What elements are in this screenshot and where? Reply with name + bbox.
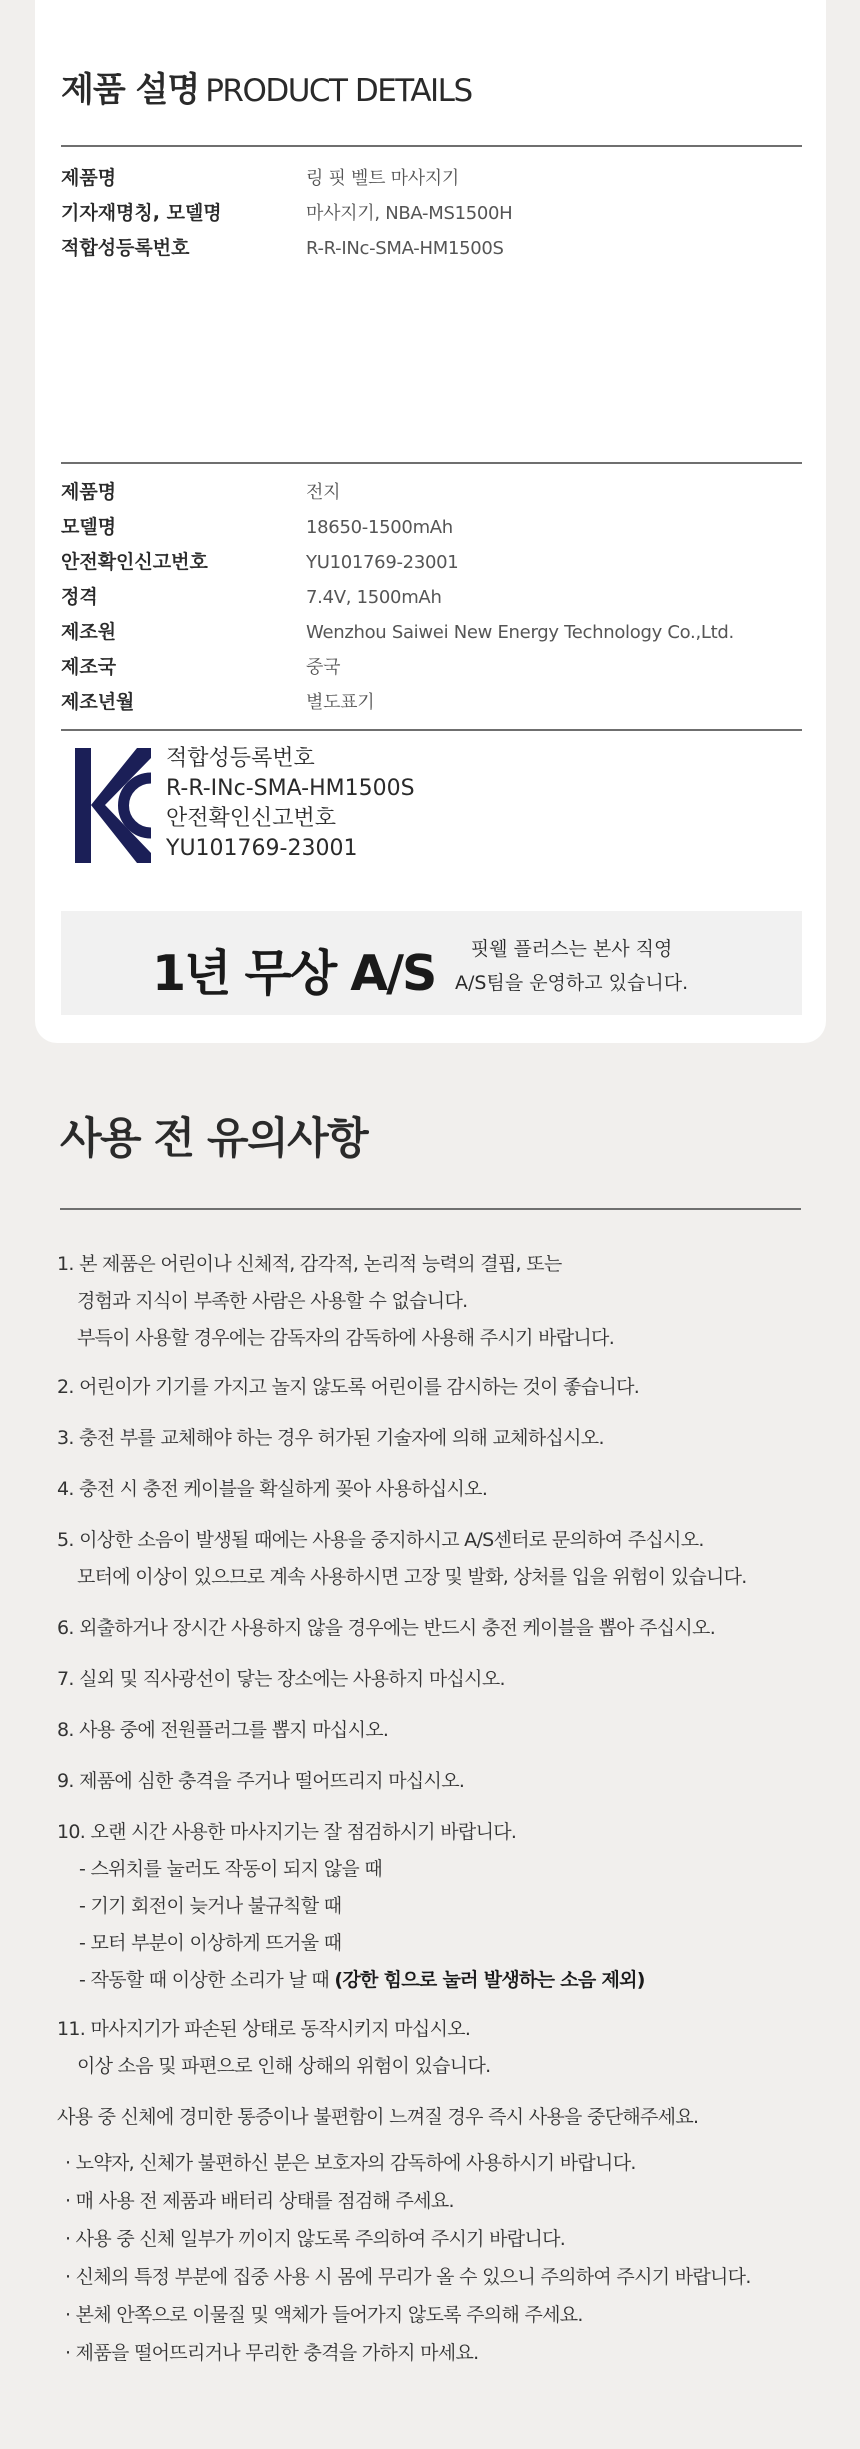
- bullet-item: · 본체 안쪽으로 이물질 및 액체가 들어가지 않도록 주의해 주세요.: [65, 2304, 583, 2326]
- note-line: 이상 소음 및 파편으로 인해 상해의 위험이 있습니다.: [77, 2055, 491, 2077]
- note-line: - 스위치를 눌러도 작동이 되지 않을 때: [79, 1858, 383, 1880]
- kc-mark-icon: [75, 748, 151, 863]
- bullet-item: · 신체의 특정 부분에 집중 사용 시 몸에 무리가 올 수 있으니 주의하여 주시기 바랍니다.: [65, 2266, 751, 2288]
- note-line: 4. 충전 시 충전 케이블을 확실하게 꽂아 사용하십시오.: [57, 1478, 488, 1500]
- spec-value: 중국: [306, 657, 341, 678]
- bullet-item: · 제품을 떨어뜨리거나 무리한 충격을 가하지 마세요.: [65, 2342, 479, 2364]
- spec-label: 모델명: [61, 516, 117, 538]
- list-item: [57, 1420, 817, 1457]
- spec-value: 링 핏 벨트 마사지기: [306, 168, 459, 189]
- divider: [60, 1208, 801, 1210]
- general-notice: [57, 2099, 817, 2136]
- spec-value: R-R-INc-SMA-HM1500S: [306, 238, 504, 259]
- note-line: 부득이 사용할 경우에는 감독자의 감독하에 사용해 주시기 바랍니다.: [77, 1327, 615, 1349]
- spec-label: 적합성등록번호: [61, 237, 190, 259]
- spec-value: 7.4V, 1500mAh: [306, 587, 442, 608]
- title-korean: 제품 설명: [61, 70, 200, 110]
- kc-label: 적합성등록번호: [166, 746, 315, 771]
- kc-number: YU101769-23001: [166, 836, 358, 861]
- kc-number: R-R-INc-SMA-HM1500S: [166, 776, 415, 801]
- list-item: [57, 1471, 817, 1508]
- spec-value: 마사지기, NBA-MS1500H: [306, 203, 513, 224]
- bullet-item: · 사용 중 신체 일부가 끼이지 않도록 주의하여 주시기 바랍니다.: [65, 2228, 566, 2250]
- bullet-item: · 매 사용 전 제품과 배터리 상태를 점검해 주세요.: [65, 2190, 454, 2212]
- note-line: 6. 외출하거나 장시간 사용하지 않을 경우에는 반드시 충전 케이블을 뽑아 주십시오.: [57, 1617, 716, 1639]
- note-line: 11. 마사지기가 파손된 상태로 동작시키지 마십시오.: [57, 2018, 471, 2040]
- as-warranty-heading: 1년 무상 A/S: [152, 945, 436, 1002]
- as-desc-line: 핏웰 플러스는 본사 직영: [470, 938, 673, 960]
- list-item: [57, 1522, 817, 1596]
- note-text: - 작동할 때 이상한 소리가 날 때: [79, 1969, 335, 1991]
- note-emphasis: (강한 힘으로 눌러 발생하는 소음 제외): [334, 1969, 645, 1991]
- list-item: [57, 1661, 817, 1698]
- spec-label: 제품명: [61, 481, 117, 503]
- spec-value: 18650-1500mAh: [306, 517, 453, 538]
- spec-label: 제품명: [61, 167, 117, 189]
- note-line: 경험과 지식이 부족한 사람은 사용할 수 없습니다.: [77, 1290, 468, 1312]
- list-item: [57, 1763, 817, 1800]
- spec-label: 제조국: [61, 656, 117, 678]
- note-line: 3. 충전 부를 교체해야 하는 경우 허가된 기술자에 의해 교체하십시오.: [57, 1427, 604, 1449]
- title-english: PRODUCT DETAILS: [205, 73, 472, 109]
- list-item: [57, 2011, 817, 2085]
- note-line: - 기기 회전이 늦거나 불규칙할 때: [79, 1895, 342, 1917]
- list-item: [57, 1814, 817, 1999]
- note-line: 1. 본 제품은 어린이나 신체적, 감각적, 논리적 능력의 결핍, 또는: [57, 1253, 562, 1275]
- note-line: - 모터 부분이 이상하게 뜨거울 때: [79, 1932, 342, 1954]
- note-line: 사용 중 신체에 경미한 통증이나 불편함이 느껴질 경우 즉시 사용을 중단해주세요.: [57, 2106, 699, 2128]
- precautions-title: 사용 전 유의사항: [60, 1114, 368, 1164]
- as-warranty-banner: [61, 911, 802, 1015]
- precautions-list: [57, 1246, 817, 2372]
- product-details-card: [35, 0, 826, 1043]
- spec-value: YU101769-23001: [306, 552, 459, 573]
- spec-label: 정격: [61, 586, 98, 608]
- kc-label: 안전확인신고번호: [166, 806, 337, 831]
- product-details-title: [61, 62, 472, 111]
- spec-value: 별도표기: [306, 692, 375, 713]
- spec-label: 기자재명칭, 모델명: [61, 202, 222, 224]
- note-line: 5. 이상한 소음이 발생될 때에는 사용을 중지하시고 A/S센터로 문의하여 주십시오.: [57, 1529, 704, 1551]
- list-item: [57, 1369, 817, 1406]
- note-line: 9. 제품에 심한 충격을 주거나 떨어뜨리지 마십시오.: [57, 1770, 465, 1792]
- spec-value: Wenzhou Saiwei New Energy Technology Co.,Ltd.: [306, 622, 734, 643]
- bullet-item: · 노약자, 신체가 불편하신 분은 보호자의 감독하에 사용하시기 바랍니다.: [65, 2152, 636, 2174]
- note-line: 10. 오랜 시간 사용한 마사지기는 잘 점검하시기 바랍니다.: [57, 1821, 517, 1843]
- note-line: 7. 실외 및 직사광선이 닿는 장소에는 사용하지 마십시오.: [57, 1668, 505, 1690]
- list-item: [57, 1610, 817, 1647]
- note-line: 8. 사용 중에 전원플러그를 뽑지 마십시오.: [57, 1719, 389, 1741]
- divider: [61, 729, 802, 731]
- as-desc-line: A/S팀을 운영하고 있습니다.: [455, 972, 689, 994]
- note-line: [57, 1962, 817, 1999]
- spec-label: 제조원: [61, 621, 117, 643]
- as-warranty-description: [455, 932, 688, 1000]
- list-item: [57, 1246, 817, 1357]
- list-item: [57, 1712, 817, 1749]
- divider: [61, 462, 802, 464]
- spec-value: 전지: [306, 482, 341, 503]
- spec-label: 제조년월: [61, 691, 135, 713]
- kc-certification-info: [166, 744, 415, 864]
- divider: [61, 145, 802, 147]
- note-line: 모터에 이상이 있으므로 계속 사용하시면 고장 및 발화, 상처를 입을 위험이 있습니다.: [77, 1566, 747, 1588]
- spec-label: 안전확인신고번호: [61, 551, 208, 573]
- note-line: 2. 어린이가 기기를 가지고 놀지 않도록 어린이를 감시하는 것이 좋습니다.: [57, 1376, 640, 1398]
